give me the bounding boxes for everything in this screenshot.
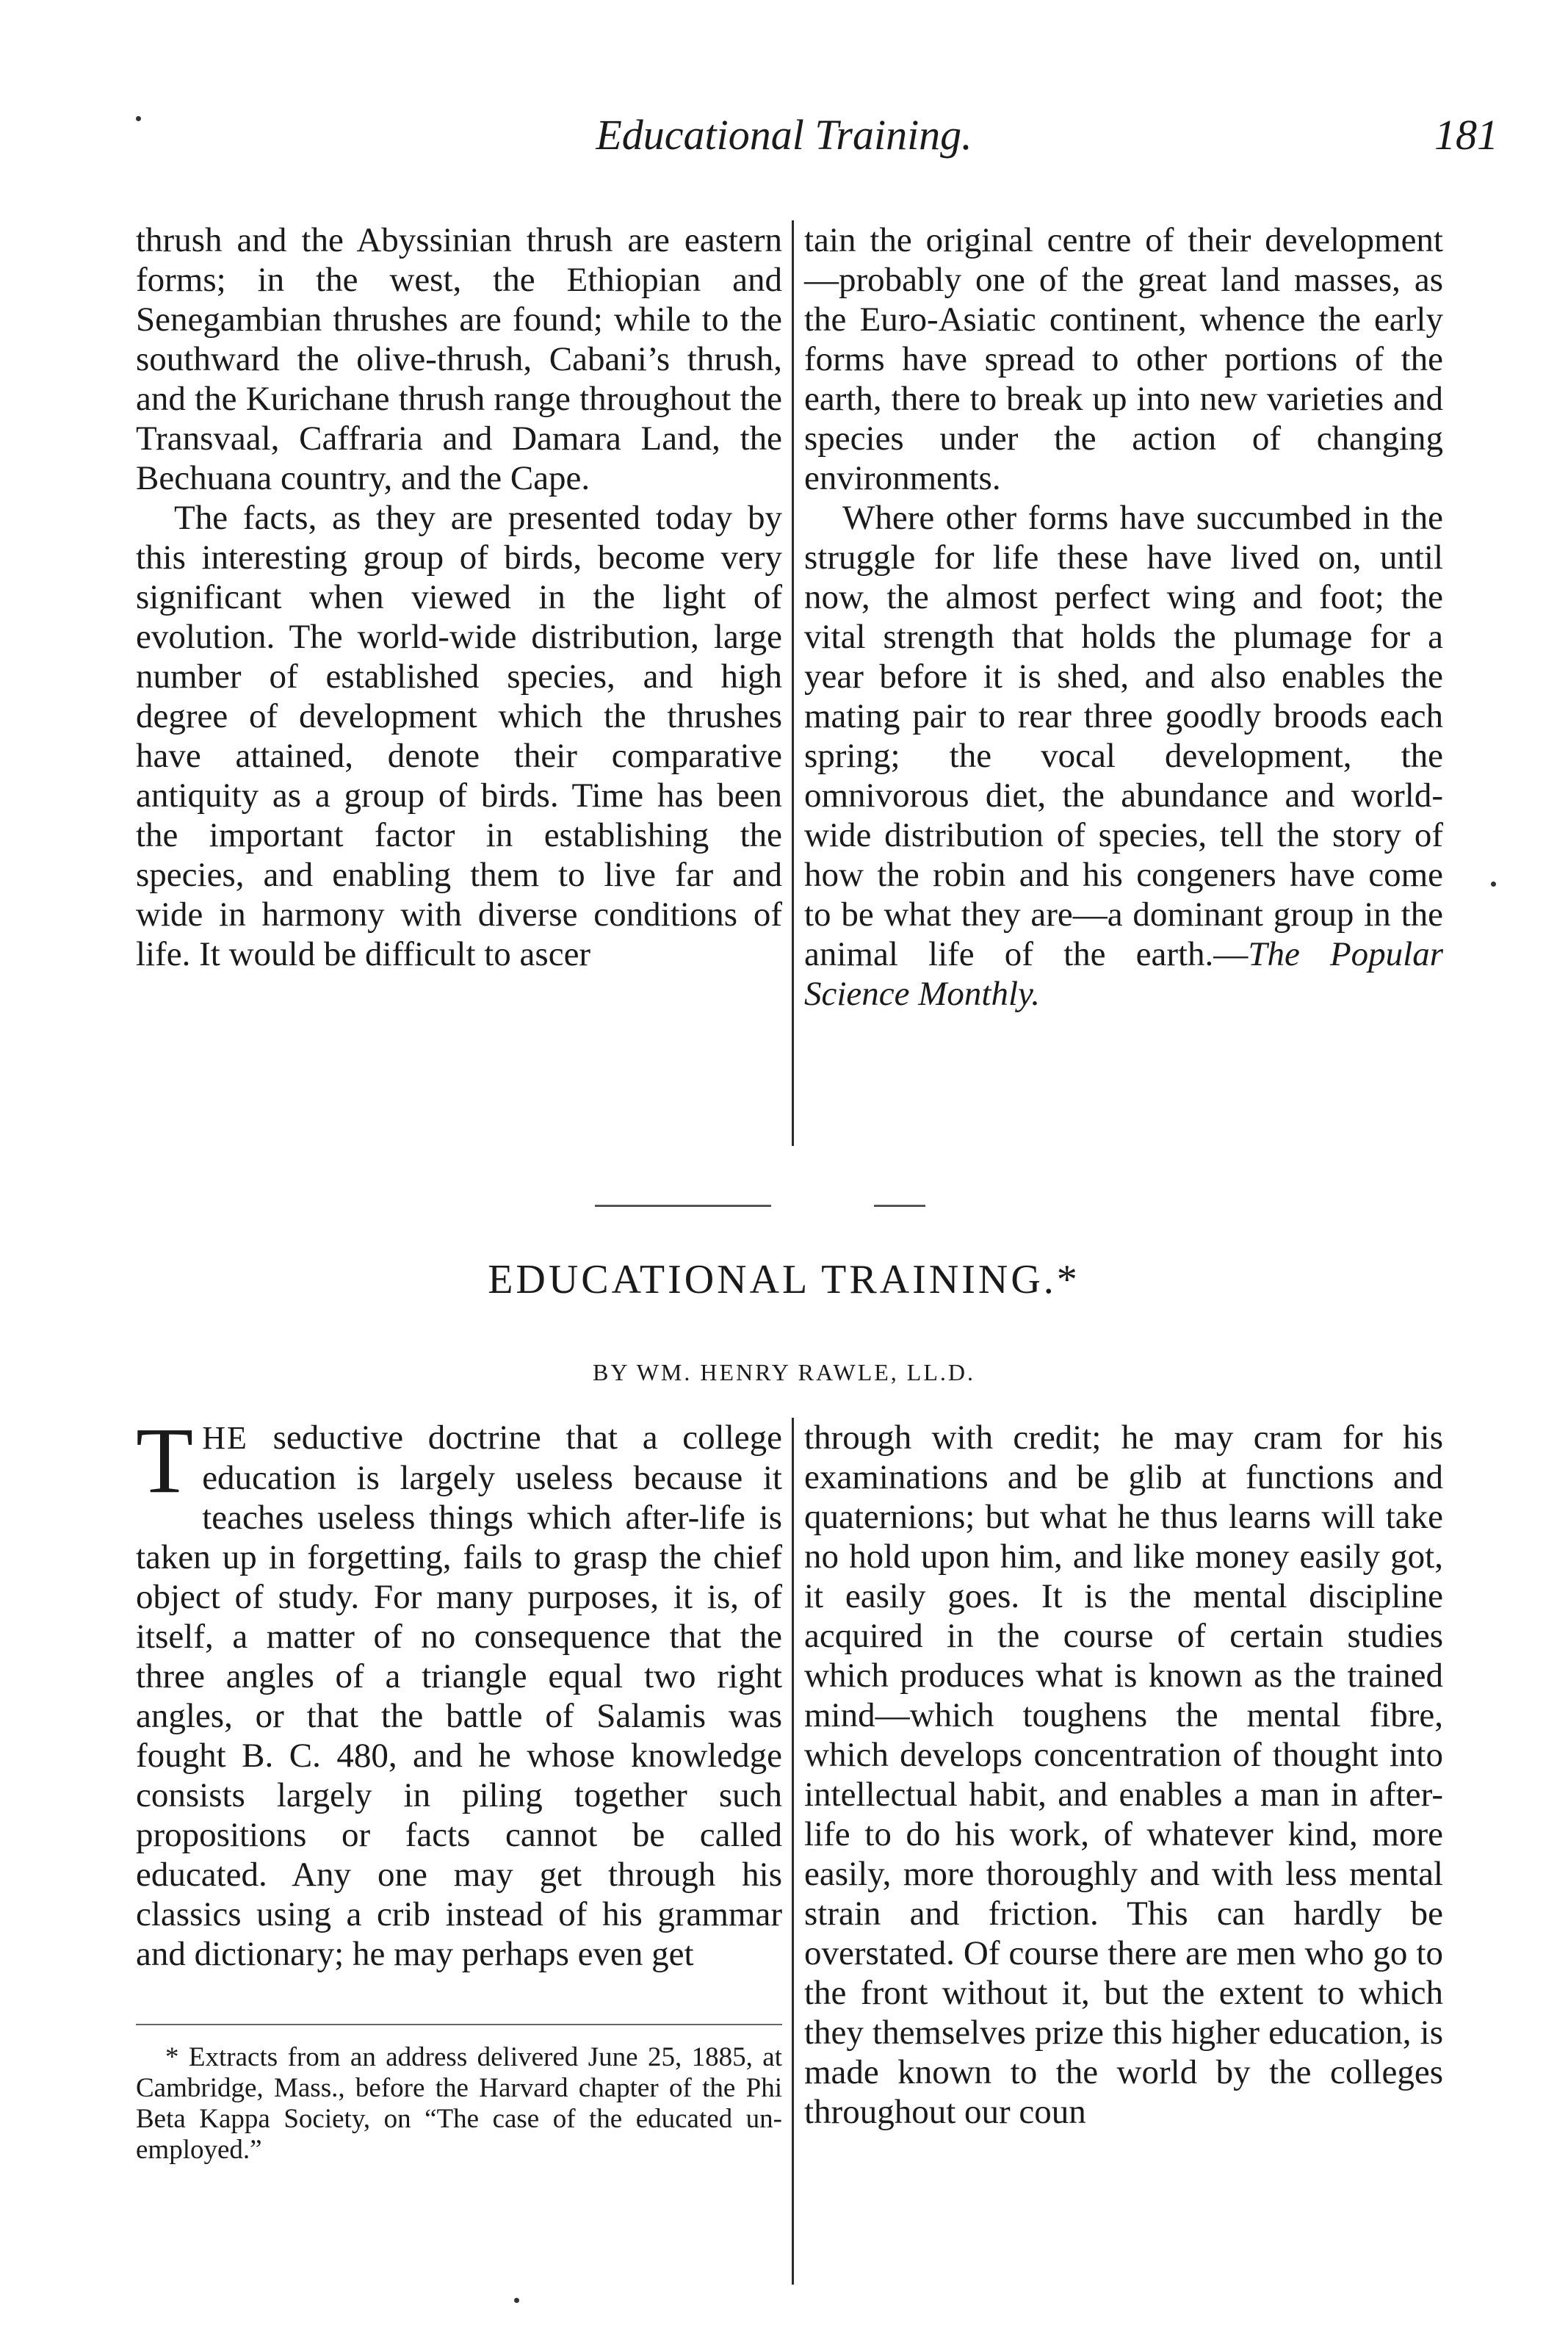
article-opening-paragraph	[136, 1408, 782, 1974]
previous-article-column-right	[804, 220, 1443, 1014]
article-byline: BY WM. HENRY RAWLE, LL.D.	[593, 1359, 975, 1385]
section-separator	[874, 1205, 925, 1207]
previous-article-closing-text: Where other forms have succumbed in the struggle for life these have lived on, until now, the almost perfect wing and foot; the vital strength that holds the plumage for a year before it is shed, and also enables the mating pair to rear three goodly broods each spring; the vocal development, the omnivorous diet, the abundance and world-wide distribution of species, tell the story of how the robin and his congeners have come to be what they are—a dominant group in the animal life of the earth.—	[804, 499, 1443, 973]
previous-article-paragraph: tain the original centre of their development—probably one of the great land masses, as the Euro-Asiatic continent, whence the early forms have spread to other portions of the earth, there to break up into new varieties and species under the action of changing environments.	[804, 221, 1443, 497]
running-title: Educational Training.	[596, 111, 972, 159]
drop-cap: T	[136, 1408, 194, 1513]
previous-article-paragraph	[804, 498, 1443, 1014]
footnote	[136, 2042, 782, 2166]
article-column-right	[804, 1418, 1443, 2132]
article-column-left	[136, 1408, 782, 1974]
footnote-rule	[136, 2024, 782, 2025]
footnote-text: * Extracts from an address delivered June 25, 1885, at Cambridge, Mass., before the Harvard chapter of the Phi Beta Kappa Society, on “The case of the educated unemployed.”	[136, 2042, 782, 2165]
previous-article-paragraph: thrush and the Abyssinian thrush are eastern forms; in the west, the Ethiopian and Senegambian thrushes are found; while to the southward the olive-thrush, Cabani’s thrush, and the Kurichane thrush range throughout the Transvaal, Caffraria and Damara Land, the Bechuana country, and the Cape.	[136, 221, 782, 497]
print-speck	[1491, 882, 1496, 887]
article-title: EDUCATIONAL TRAINING.*	[488, 1257, 1080, 1302]
opening-small-caps: HE	[202, 1420, 248, 1456]
print-speck	[136, 116, 141, 121]
article-body-text: through with credit; he may cram for his examinations and be glib at functions and quaternions; but what he thus learns will take no hold upon him, and like money easily got, it easily goes. It is the mental discipline acquired in the course of certain studies which produces what is known as the trained mind—which toughens the mental fibre, which develops concentration of thought into intellectual habit, and enables a man in after-life to do his work, of whatever kind, more easily, more thoroughly and with less mental strain and friction. This can hardly be overstated. Of course there are men who go to the front without it, but the extent to which they themselves prize this higher education, is made known to the world by the colleges throughout our coun	[804, 1418, 1443, 2131]
page-number: 181	[1434, 111, 1498, 159]
section-separator	[595, 1205, 771, 1207]
previous-article-paragraph: The facts, as they are presented today by this interesting group of birds, become very significant when viewed in the light of evolution. The world-wide distribution, large number of established species, and high degree of development which the thrushes have attained, denote their comparative antiquity as a group of birds. Time has been the important factor in establishing the species, and enabling them to live far and wide in harmony with diverse conditions of life. It would be difficult to ascer	[136, 499, 782, 973]
source-citation: The Popular Science Monthly.	[804, 935, 1444, 1013]
page-header	[0, 110, 1568, 176]
column-divider	[792, 220, 794, 1146]
previous-article-column-left	[136, 220, 782, 974]
column-divider	[792, 1418, 794, 2285]
article-body-text: seductive doctrine that a college education is largely useless because it teaches useless things which after-life is taken up in forgetting, fails to grasp the chief object of study. For many purposes, it is, of itself, a matter of no consequence that the three angles of a triangle equal two right angles, or that the battle of Salamis was fought B. C. 480, and he whose knowledge consists largely in piling together such propositions or facts cannot be called educated. Any one may get through his classics using a crib instead of his grammar and dictionary; he may perhaps even get	[136, 1418, 782, 1973]
print-speck	[514, 2298, 519, 2303]
